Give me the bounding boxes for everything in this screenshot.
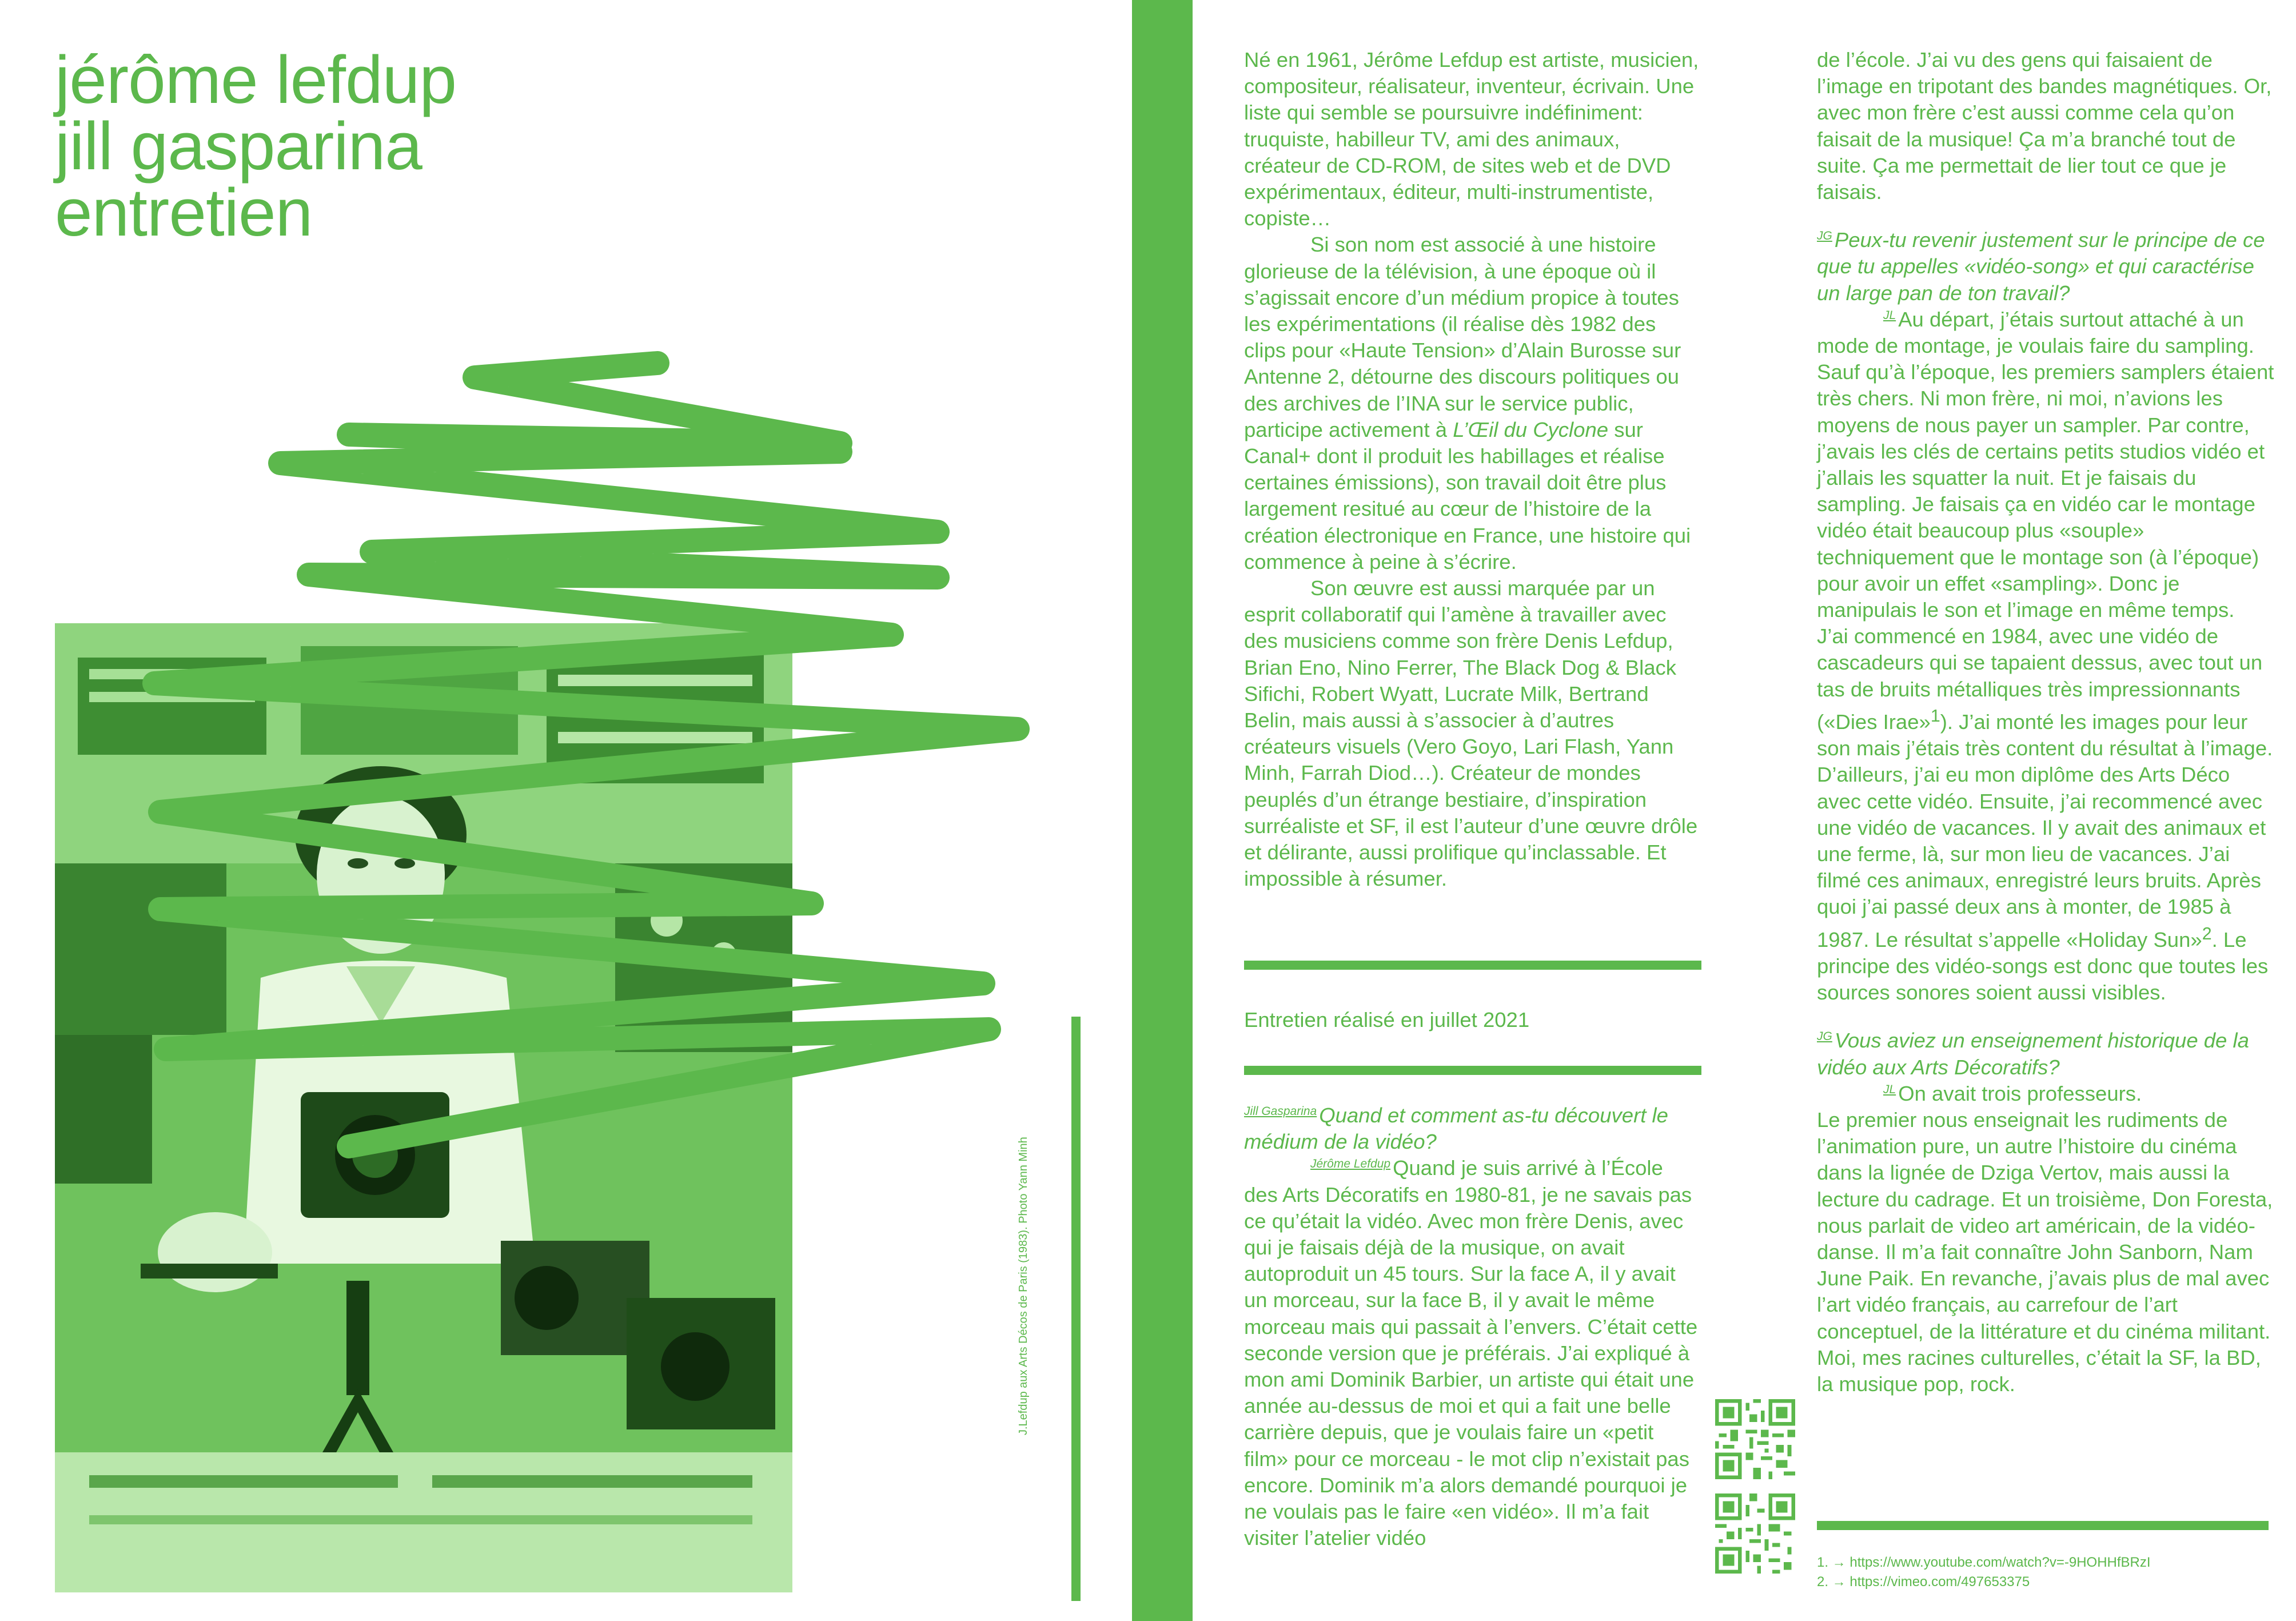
answer-3-paragraph-2: Le premier nous enseignait les rudiments de l’animation pure, un autre l’histoire du cinéma dans la lignée de Dziga Vertov, mais aussi la lecture du cadrage. Et un troisième, Don Foresta, nous parlait de video art américain, de la vidéo-danse. Il m’a fait connaître John Sanborn, Nam June Paik. En revanche, j’avais plus de mal avec l’art vidéo français, au carrefour de l’art conceptuel, de la littérature et du cinéma militant. Moi, mes racines culturelles, c’était la SF, la BD, la musique pop, rock. xyxy=(1817,1108,2273,1396)
answer-2-text-c: . Le principe des vidéo-songs est donc que toutes les sources sonores soient aussi visibles. xyxy=(1817,927,2269,1005)
speaker-tag-jg: JG xyxy=(1817,229,1832,243)
question-1-text: Quand et comment as-tu découvert le médium de la vidéo? xyxy=(1244,1104,1668,1154)
speaker-tag-jl: JL xyxy=(1883,308,1896,322)
spine-bar xyxy=(1132,0,1193,1621)
answer-1-continued: de l’école. J’ai vu des gens qui faisaient de l’image en tripotant des bandes magnétiques. Or, avec mon frère c’est aussi comme cela qu’on faisait de la musique! Ça m’a branché tout de suite. Ça me permettait de lier tout ce que je faisais. xyxy=(1817,48,2272,204)
speaker-tag-jl: JL xyxy=(1883,1082,1896,1096)
vertical-rule xyxy=(1071,1017,1081,1601)
intro-paragraph-2-end: sur Canal+ dont il produit les habillages et réalise certaines émissions), son travail doit être plus largement resitué au cœur de l’histoire de la création électronique en France, une histoire qui commence à peine à s’écrire. xyxy=(1244,417,1691,573)
title-line-2: jill gasparina xyxy=(55,109,422,184)
interview-date-note: Entretien réalisé en juillet 2021 xyxy=(1244,1008,1530,1031)
photo-credit: J.Lefdup aux Arts Décos de Paris (1983). Photo Yann Minh xyxy=(1017,1137,1030,1435)
footnote-1-link[interactable]: 1. → https://www.youtube.com/watch?v=-9HOHHfBRzI xyxy=(1817,1555,2151,1570)
footnotes-rule xyxy=(1817,1521,2269,1530)
intro-paragraph-1: Né en 1961, Jérôme Lefdup est artiste, musicien, compositeur, réalisateur, inventeur, écrivain. Une liste qui semble se poursuivre indéfiniment: truquiste, habilleur TV, ami des animaux, créateur de CD-ROM, de sites web et de DVD expérimentaux, éditeur, multi-instrumentiste, copiste… xyxy=(1244,48,1699,230)
page-title xyxy=(55,42,456,250)
qr-code-2[interactable] xyxy=(1715,1493,1795,1574)
answer-3-text: On avait trois professeurs. xyxy=(1898,1081,2142,1105)
portrait-photo xyxy=(55,623,792,1592)
show-title: L’Œil du Cyclone xyxy=(1453,417,1609,441)
title-line-3: entretien xyxy=(55,175,313,250)
question-3 xyxy=(1817,1027,2274,1080)
answer-2-paragraph-2 xyxy=(1817,623,2274,1006)
answer-2-text: Au départ, j’étais surtout attaché à un mode de montage, je voulais faire du sampling. Sauf qu’à l’époque, les premiers samplers étaient très chers. Ni mon frère, ni moi, n’avions les moyens de nous payer un sampler. Par contre, j’avais les clés de certains petits studios vidéo et j’allais les squatter la nuit. Et je faisais du sampling. Je faisais ça en vidéo car le montage vidéo était beaucoup plus «souple» techniquement que le montage son (à l’époque) pour avoir un effet «sampling». Donc je manipulais le son et l’image en même temps. xyxy=(1817,307,2274,622)
title-line-1: jérôme lefdup xyxy=(55,42,456,118)
answer-3-paragraph-1 xyxy=(1817,1081,2274,1107)
answer-2-text-a: J’ai commencé en 1984, avec une vidéo de cascadeurs qui se tapaient dessus, avec tout un tas de bruits métalliques très impressionnants («Dies Irae» xyxy=(1817,624,2263,734)
footnotes xyxy=(1817,1553,2151,1592)
qr-code-1[interactable] xyxy=(1715,1399,1795,1479)
column-1 xyxy=(1244,47,1701,893)
question-3-text: Vous aviez un enseignement historique de la vidéo aux Arts Décoratifs? xyxy=(1817,1029,2249,1079)
footnote-ref-1[interactable]: 1 xyxy=(1930,706,1940,726)
footnote-2-link[interactable]: 2. → https://vimeo.com/497653375 xyxy=(1817,1574,2030,1590)
column-2 xyxy=(1817,47,2274,1397)
rule-bottom xyxy=(1244,1066,1701,1075)
rule-top xyxy=(1244,961,1701,970)
question-2 xyxy=(1817,227,2274,306)
speaker-tag-jg: Jill Gasparina xyxy=(1244,1104,1317,1118)
answer-1-text: Quand je suis arrivé à l’École des Arts Décoratifs en 1980-81, je ne savais pas ce qu’était la vidéo. Avec mon frère Denis, avec qui je faisais déjà de la musique, on avait autoproduit un 45 tours. Sur la face A, il y avait un morceau, sur la face B, il y avait le même morceau mais qui passait à l’envers. C’était cette seconde version que je préférais. J’ai expliqué à mon ami Dominik Barbier, un artiste qui était une année au-dessus de moi et qui a fait une belle carrière depuis, que je voulais faire un «petit film» pour ce morceau - le mot clip n’existait pas encore. Dominik m’a alors demandé pourquoi je ne voulais pas le faire «en vidéo». Il m’a fait visiter l’atelier vidéo xyxy=(1244,1156,1698,1550)
intro-paragraph-2 xyxy=(1244,232,1701,575)
answer-2-text-b: ). J’ai monté les images pour leur son mais j’étais très content du résultat à l’image. D’ailleurs, j’ai eu mon diplôme des Arts Déco avec cette vidéo. Ensuite, j’ai recommencé avec une vidéo de vacances. Il y avait des animaux et une ferme, là, sur mon lieu de vacances. J’ai filmé ces animaux, enregistré leurs bruits. Après quoi j’ai passé deux ans à monter, de 1985 à 1987. Le résultat s’appelle «Holiday Sun» xyxy=(1817,710,2273,951)
answer-2-paragraph-1 xyxy=(1817,306,2274,623)
interview-start xyxy=(1244,1102,1701,1551)
intro-paragraph-2-text: Si son nom est associé à une histoire glorieuse de la télévision, à une époque où il s’agissait encore d’un médium propice à toutes les expérimentations (il réalise dès 1982 des clips pour «Haute Tension» d’Alain Burosse sur Antenne 2, détourne des discours politiques ou des archives de l’INA sur le service public, participe activement à xyxy=(1244,233,1681,441)
question-1 xyxy=(1244,1102,1701,1155)
speaker-tag-jg: JG xyxy=(1817,1030,1832,1044)
speaker-tag-jl: Jérôme Lefdup xyxy=(1310,1157,1391,1171)
answer-1 xyxy=(1244,1155,1701,1551)
intro-paragraph-3: Son œuvre est aussi marquée par un esprit collaboratif qui l’amène à travailler avec des musiciens comme son frère Denis Lefdup, Brian Eno, Nino Ferrer, The Black Dog & Black Sifichi, Robert Wyatt, Lucrate Milk, Bertrand Belin, mais aussi à s’associer à d’autres créateurs visuels (Vero Goyo, Lari Flash, Yann Minh, Farrah Diod…). Créateur de mondes peuplés d’un étrange bestiaire, d’inspiration surréaliste et SF, il est l’auteur d’une œuvre drôle et délirante, aussi prolifique qu’inclassable. Et impossible à résumer. xyxy=(1244,576,1698,891)
footnote-ref-2[interactable]: 2 xyxy=(2202,923,2212,943)
question-2-text: Peux-tu revenir justement sur le principe de ce que tu appelles «vidéo-song» et qui caractérise un large pan de ton travail? xyxy=(1817,228,2265,305)
